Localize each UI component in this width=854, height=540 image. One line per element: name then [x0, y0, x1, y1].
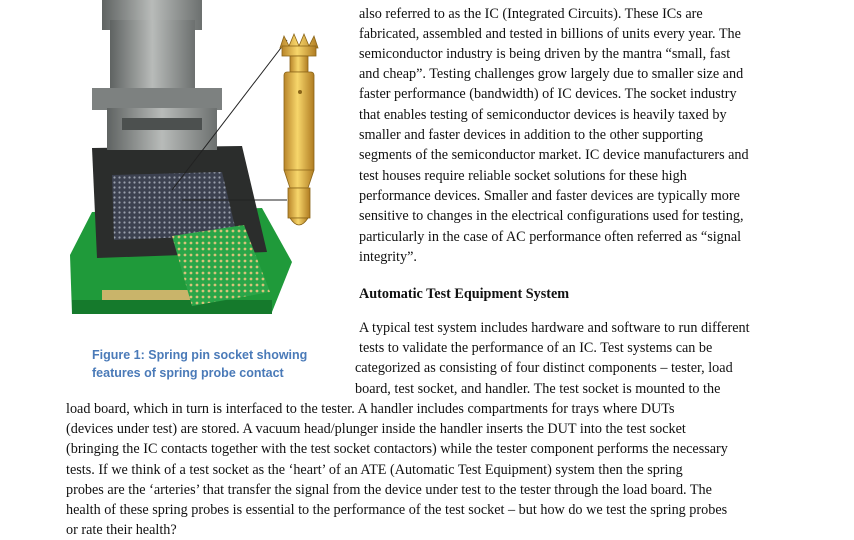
- spring-probe-icon: [280, 34, 318, 225]
- text-line: tests. If we think of a test socket as the ‘heart’ of an ATE (Automatic Test Equipment) system then the spring: [66, 462, 683, 478]
- socket-hinge: [92, 88, 222, 110]
- text-line: and cheap”. Testing challenges grow largely due to smaller size and: [359, 66, 744, 82]
- figure-caption-line: features of spring probe contact: [92, 366, 284, 380]
- text-line: tests to validate the performance of an IC. Test systems can be: [359, 340, 713, 356]
- text-line: sensitive to changes in the electrical configurations used for testing,: [359, 208, 744, 224]
- text-line: smaller and faster devices in addition to the other supporting: [359, 127, 703, 143]
- text-line: particularly in the case of AC performance often referred as “signal: [359, 229, 742, 245]
- figure-caption: [92, 346, 342, 382]
- section-heading: Automatic Test Equipment System: [359, 286, 570, 302]
- text-line: semiconductor industry is being driven by the mantra “small, fast: [359, 46, 731, 62]
- socket-photo: [62, 0, 352, 330]
- socket-lid-body: [110, 20, 195, 90]
- text-line: test houses require reliable socket solutions for these high: [359, 168, 687, 184]
- text-line: (devices under test) are stored. A vacuum head/plunger inside the handler inserts the DUT into the test socket: [66, 421, 686, 437]
- text-line: integrity”.: [359, 249, 417, 265]
- text-line: also referred to as the IC (Integrated Circuits). These ICs are: [359, 6, 703, 22]
- text-line: or rate their health?: [66, 522, 177, 538]
- text-line: performance devices. Smaller and faster devices are typically more: [359, 188, 740, 204]
- text-line: faster performance (bandwidth) of IC devices. The socket industry: [359, 86, 737, 102]
- text-line: (bringing the IC contacts together with the test socket contactors) while the tester component performs the necessary: [66, 441, 728, 457]
- text-line: segments of the semiconductor market. IC device manufacturers and: [359, 147, 749, 163]
- text-line: load board, which in turn is interfaced to the tester. A handler includes compartments for trays where DUTs: [66, 401, 675, 417]
- text-line: fabricated, assembled and tested in billions of units every year. The: [359, 26, 741, 42]
- text-line: that enables testing of semiconductor devices is heavily taxed by: [359, 107, 727, 123]
- text-line: probes are the ‘arteries’ that transfer the signal from the device under test to the tester through the load board. The: [66, 482, 712, 498]
- text-line: board, test socket, and handler. The test socket is mounted to the: [355, 381, 721, 397]
- load-board-edge: [72, 300, 272, 314]
- text-line: categorized as consisting of four distinct components – tester, load: [355, 360, 733, 376]
- figure-caption-line: Figure 1: Spring pin socket showing: [92, 348, 308, 362]
- socket-latch-shadow: [122, 118, 202, 130]
- text-line: A typical test system includes hardware and software to run different: [359, 320, 750, 336]
- figure-spring-pin-socket: [62, 0, 352, 330]
- text-line: health of these spring probes is essential to the performance of the test socket – but how do we test the spring probes: [66, 502, 728, 518]
